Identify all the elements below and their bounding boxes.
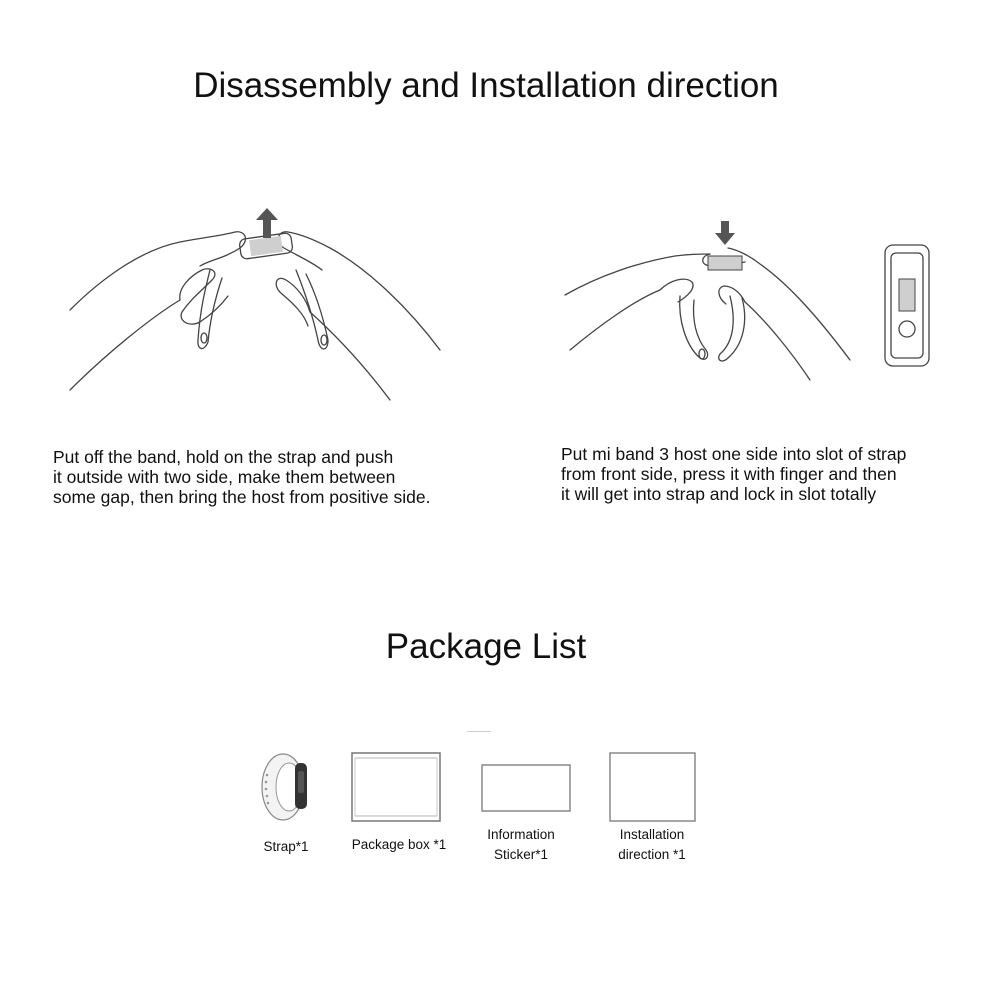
package-item-label: direction *1 [618, 847, 686, 862]
section-title-disassembly: Disassembly and Installation direction [193, 66, 779, 105]
package-item-sticker [466, 825, 576, 865]
strap-icon [258, 751, 314, 823]
package-item-label: Installation [619, 827, 685, 842]
sticker-icon [481, 764, 571, 812]
divider [467, 731, 491, 732]
package-item-label: Sticker*1 [493, 847, 549, 862]
instruction-install-line-2: from front side, press it with finger and then [561, 464, 897, 484]
instruction-remove-line-3: some gap, then bring the host from positive side. [53, 487, 431, 507]
instruction-remove-text [53, 447, 430, 507]
instruction-remove-line-2: it outside with two side, make them between [53, 467, 396, 487]
package-item-label: Package box *1 [351, 837, 447, 852]
section-title-package-list: Package List [385, 627, 587, 666]
band-front-view-icon [883, 243, 931, 368]
instruction-install-text [561, 444, 906, 504]
instruction-remove-line-1: Put off the band, hold on the strap and push [53, 447, 394, 467]
instruction-install-line-1: Put mi band 3 host one side into slot of strap [561, 444, 907, 464]
package-item-label: Information [487, 827, 555, 842]
illustration-install-host [560, 220, 860, 380]
package-item-box [339, 835, 459, 855]
package-item-direction [597, 825, 707, 865]
illustration-remove-host [60, 200, 450, 400]
package-item-label: Strap*1 [263, 839, 309, 854]
package-item-strap [239, 837, 333, 857]
document-icon [609, 752, 696, 822]
instruction-install-line-3: it will get into strap and lock in slot totally [561, 484, 877, 504]
package-box-icon [351, 752, 441, 822]
arrow-up-icon [256, 208, 278, 238]
arrow-down-icon [715, 221, 735, 245]
